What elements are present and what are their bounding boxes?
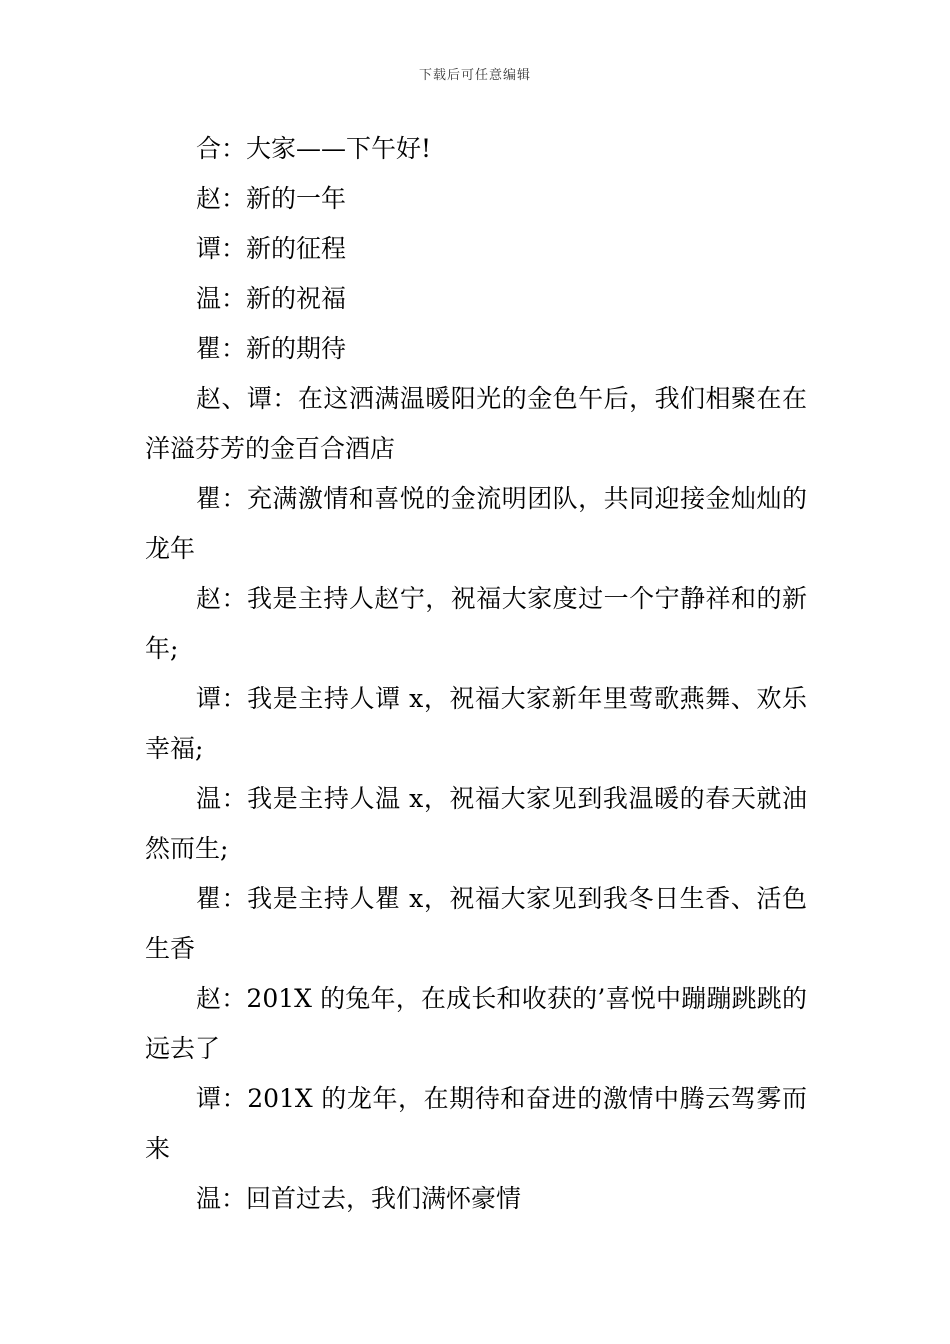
paragraph: 瞿：新的期待 xyxy=(196,334,347,363)
page-header-note: 下载后可任意编辑 xyxy=(418,68,531,83)
document-body xyxy=(145,124,807,1224)
paragraph: 赵：我是主持人赵宁，祝福大家度过一个宁静祥和的新年; xyxy=(145,584,807,663)
paragraph: 合：大家——下午好! xyxy=(196,134,432,163)
paragraph: 赵：201X 的兔年，在成长和收获的’喜悦中蹦蹦跳跳的远去了 xyxy=(145,984,807,1063)
paragraph: 瞿：充满激情和喜悦的金流明团队，共同迎接金灿灿的龙年 xyxy=(145,484,807,563)
paragraph: 赵、谭：在这洒满温暖阳光的金色午后，我们相聚在在洋溢芬芳的金百合酒店 xyxy=(145,384,807,463)
paragraph: 瞿：我是主持人瞿 x，祝福大家见到我冬日生香、活色生香 xyxy=(145,884,807,963)
paragraph: 谭：我是主持人谭 x，祝福大家新年里莺歌燕舞、欢乐幸福; xyxy=(145,684,807,763)
paragraph: 温：回首过去，我们满怀豪情 xyxy=(196,1184,522,1213)
paragraph: 温：我是主持人温 x，祝福大家见到我温暖的春天就油然而生; xyxy=(145,784,807,863)
paragraph: 谭：201X 的龙年，在期待和奋进的激情中腾云驾雾而来 xyxy=(145,1084,807,1163)
paragraph: 赵：新的一年 xyxy=(196,184,347,213)
paragraph: 谭：新的征程 xyxy=(196,234,347,263)
paragraph: 温：新的祝福 xyxy=(196,284,347,313)
